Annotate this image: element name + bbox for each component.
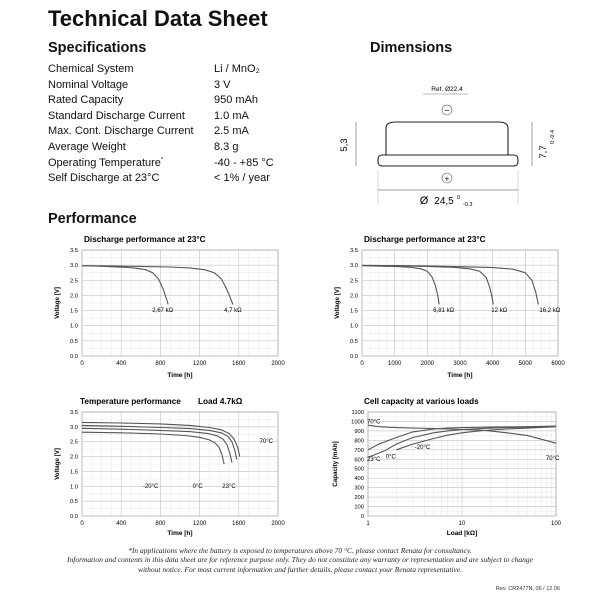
y-tick-label: 3.5 — [349, 248, 358, 254]
y-tick-label: 0.5 — [349, 338, 358, 345]
y-tick-label: 3.5 — [69, 410, 78, 416]
y-tick-label: 2.0 — [69, 454, 78, 461]
x-tick-label: 10 — [458, 521, 466, 527]
y-tick-label: 3.0 — [69, 424, 78, 431]
x-axis-label: Time [h] — [447, 372, 473, 379]
spec-footnote-mark: * — [160, 156, 164, 163]
x-tick-label: 0 — [80, 361, 84, 367]
diameter-tolerance-lower: -0.3 — [463, 202, 473, 208]
y-tick-label: 0.5 — [69, 338, 78, 345]
x-tick-label: 0 — [80, 521, 84, 527]
y-tick-label: 400 — [354, 476, 364, 483]
spec-label: Operating Temperature* — [48, 156, 164, 169]
curve-label: 23°C — [222, 483, 236, 490]
spec-label: Rated Capacity — [48, 94, 124, 107]
x-tick-label: 1600 — [232, 521, 246, 527]
curve-label: 23°C — [367, 457, 381, 464]
spec-row — [48, 172, 348, 188]
curve-label: 70°C — [367, 419, 381, 426]
x-tick-label: 2000 — [420, 361, 435, 367]
diameter-symbol: Ø — [419, 195, 429, 207]
spec-value: 950 mAh — [214, 94, 259, 107]
y-tick-label: 2.5 — [349, 278, 358, 285]
y-tick-label: 0 — [360, 514, 364, 520]
y-tick-label: 500 — [354, 466, 364, 473]
x-axis-label: Time [h] — [167, 530, 193, 537]
x-tick-label: 400 — [116, 521, 127, 527]
cell-height-label: 5,3 — [339, 138, 350, 152]
y-tick-label: 300 — [354, 485, 364, 492]
specifications-heading: Specifications — [48, 40, 147, 56]
diameter-label: 24,5 — [434, 196, 454, 207]
x-tick-label: 6000 — [551, 361, 565, 367]
spec-row — [48, 63, 348, 79]
x-tick-label: 400 — [116, 361, 127, 367]
spec-row — [48, 110, 348, 126]
spec-value: -40 - +85 °C — [214, 156, 274, 169]
spec-value: < 1% / year — [214, 172, 270, 185]
battery-outline — [378, 122, 518, 166]
x-tick-label: 1000 — [387, 361, 402, 367]
curve-label: 2,67 kΩ — [152, 308, 174, 315]
x-axis-label: Load [kΩ] — [446, 530, 478, 537]
y-tick-label: 1.5 — [69, 308, 78, 315]
y-tick-label: 1.5 — [349, 308, 358, 315]
dimensions-heading: Dimensions — [370, 40, 453, 56]
y-tick-label: 0.0 — [69, 514, 78, 520]
y-tick-label: 1.0 — [69, 323, 78, 330]
x-tick-label: 100 — [550, 521, 562, 527]
performance-heading: Performance — [48, 211, 137, 227]
curve-label: -20°C — [142, 483, 159, 490]
y-tick-label: 900 — [354, 428, 364, 435]
x-tick-label: 0 — [360, 361, 364, 367]
y-tick-label: 1000 — [351, 419, 364, 426]
y-tick-label: 2.0 — [349, 293, 358, 300]
chart-title: Discharge performance at 23°C — [84, 235, 206, 244]
spec-label: Average Weight — [48, 141, 126, 153]
curve-label: -20°C — [414, 444, 431, 451]
x-axis-label: Time [h] — [167, 372, 193, 379]
curve-label: 70°C — [259, 439, 273, 446]
spec-value: 1.0 mA — [214, 109, 249, 122]
spec-row — [48, 157, 348, 173]
spec-label: Max. Cont. Discharge Current — [48, 125, 194, 138]
dimension-drawing — [330, 62, 580, 212]
spec-label: Nominal Voltage — [48, 78, 129, 91]
y-tick-label: 1.5 — [69, 469, 78, 476]
y-tick-label: 0.0 — [69, 354, 78, 360]
spec-label: Standard Discharge Current — [48, 109, 185, 122]
x-tick-label: 1600 — [232, 361, 246, 367]
spec-label: Self Discharge at 23°C — [48, 172, 160, 185]
y-tick-label: 200 — [354, 495, 364, 502]
y-axis-label: Voltage [V] — [54, 287, 61, 319]
y-tick-label: 3.5 — [69, 248, 78, 254]
x-tick-label: 4000 — [485, 361, 500, 367]
curve-label: 4,7 kΩ — [224, 308, 242, 315]
curve-label: 70°C — [545, 456, 560, 463]
spec-row — [48, 79, 348, 95]
x-tick-label: 5000 — [518, 361, 533, 367]
y-tick-label: 1100 — [351, 410, 364, 416]
footnote-line-3: without notice. For most current information and further details, please contact your Renata representative. — [137, 564, 463, 574]
spec-value: Li / MnO₂ — [214, 63, 260, 75]
chart-title: Temperature performance — [80, 397, 181, 406]
page-title: Technical Data Sheet — [48, 6, 268, 31]
plus-sign: + — [444, 174, 450, 184]
y-tick-label: 2.5 — [69, 439, 78, 446]
total-height-label: 7,7 — [538, 145, 549, 159]
chart-1 — [50, 232, 290, 382]
chart-title: Cell capacity at various loads — [364, 397, 479, 406]
diameter-tolerance-upper: 0 — [457, 195, 461, 201]
y-tick-label: 3.0 — [349, 263, 358, 270]
curve-label: 0°C — [192, 483, 203, 490]
spec-value: 2.5 mA — [214, 125, 249, 138]
curve-label: 0°C — [385, 454, 396, 461]
y-tick-label: 3.0 — [69, 263, 78, 270]
y-tick-label: 100 — [354, 504, 364, 511]
curve-label: 6,81 kΩ — [433, 308, 455, 315]
spec-label: Chemical System — [48, 63, 134, 75]
minus-sign: − — [444, 105, 450, 116]
curve-label: 12 kΩ — [491, 308, 508, 315]
x-tick-label: 800 — [155, 521, 166, 527]
spec-value: 8.3 g — [214, 141, 239, 153]
spec-row — [48, 141, 348, 157]
y-tick-label: 0.5 — [69, 499, 78, 506]
x-tick-label: 800 — [155, 361, 166, 367]
revision-label: Rev. CR2477N, 06 / 12.06 — [495, 586, 560, 592]
x-tick-label: 2000 — [271, 361, 285, 367]
footnote-line-1: *In applications where the battery is exposed to temperatures above 70 °C, please contact Renata for consultancy. — [128, 546, 472, 555]
y-tick-label: 800 — [354, 438, 364, 445]
reference-diameter-label: Ref. Ø22.4 — [431, 86, 463, 93]
x-tick-label: 2000 — [271, 521, 285, 527]
y-axis-label: Capacity [mAh] — [332, 441, 339, 487]
y-tick-label: 700 — [354, 447, 364, 454]
y-axis-label: Voltage [V] — [54, 448, 61, 480]
chart-3 — [50, 394, 290, 540]
spec-row — [48, 94, 348, 110]
y-tick-label: 2.0 — [69, 293, 78, 300]
y-axis-label: Voltage [V] — [334, 287, 341, 319]
footnote-line-2: Information and contents in this data sheet are for reference purpose only. They do not constitute any warranty or representation and are subject to change — [67, 555, 533, 565]
spec-value: 3 V — [214, 78, 231, 91]
y-tick-label: 2.5 — [69, 278, 78, 285]
curve-label: 16,2 kΩ — [539, 308, 561, 315]
x-tick-label: 3000 — [453, 361, 467, 367]
total-height-tolerance: 0 -0.4 — [550, 129, 556, 145]
chart-subtitle: Load 4.7kΩ — [198, 397, 243, 406]
y-tick-label: 1.0 — [349, 323, 358, 330]
x-tick-label: 1 — [366, 521, 370, 527]
chart-4 — [330, 394, 570, 540]
y-tick-label: 0.0 — [349, 354, 358, 360]
chart-title: Discharge performance at 23°C — [364, 235, 486, 244]
y-tick-label: 600 — [354, 457, 364, 464]
footnote — [40, 546, 560, 574]
spec-row — [48, 125, 348, 141]
x-tick-label: 1200 — [192, 361, 207, 367]
x-tick-label: 1200 — [192, 521, 207, 527]
chart-2 — [330, 232, 570, 382]
y-tick-label: 1.0 — [69, 484, 78, 491]
